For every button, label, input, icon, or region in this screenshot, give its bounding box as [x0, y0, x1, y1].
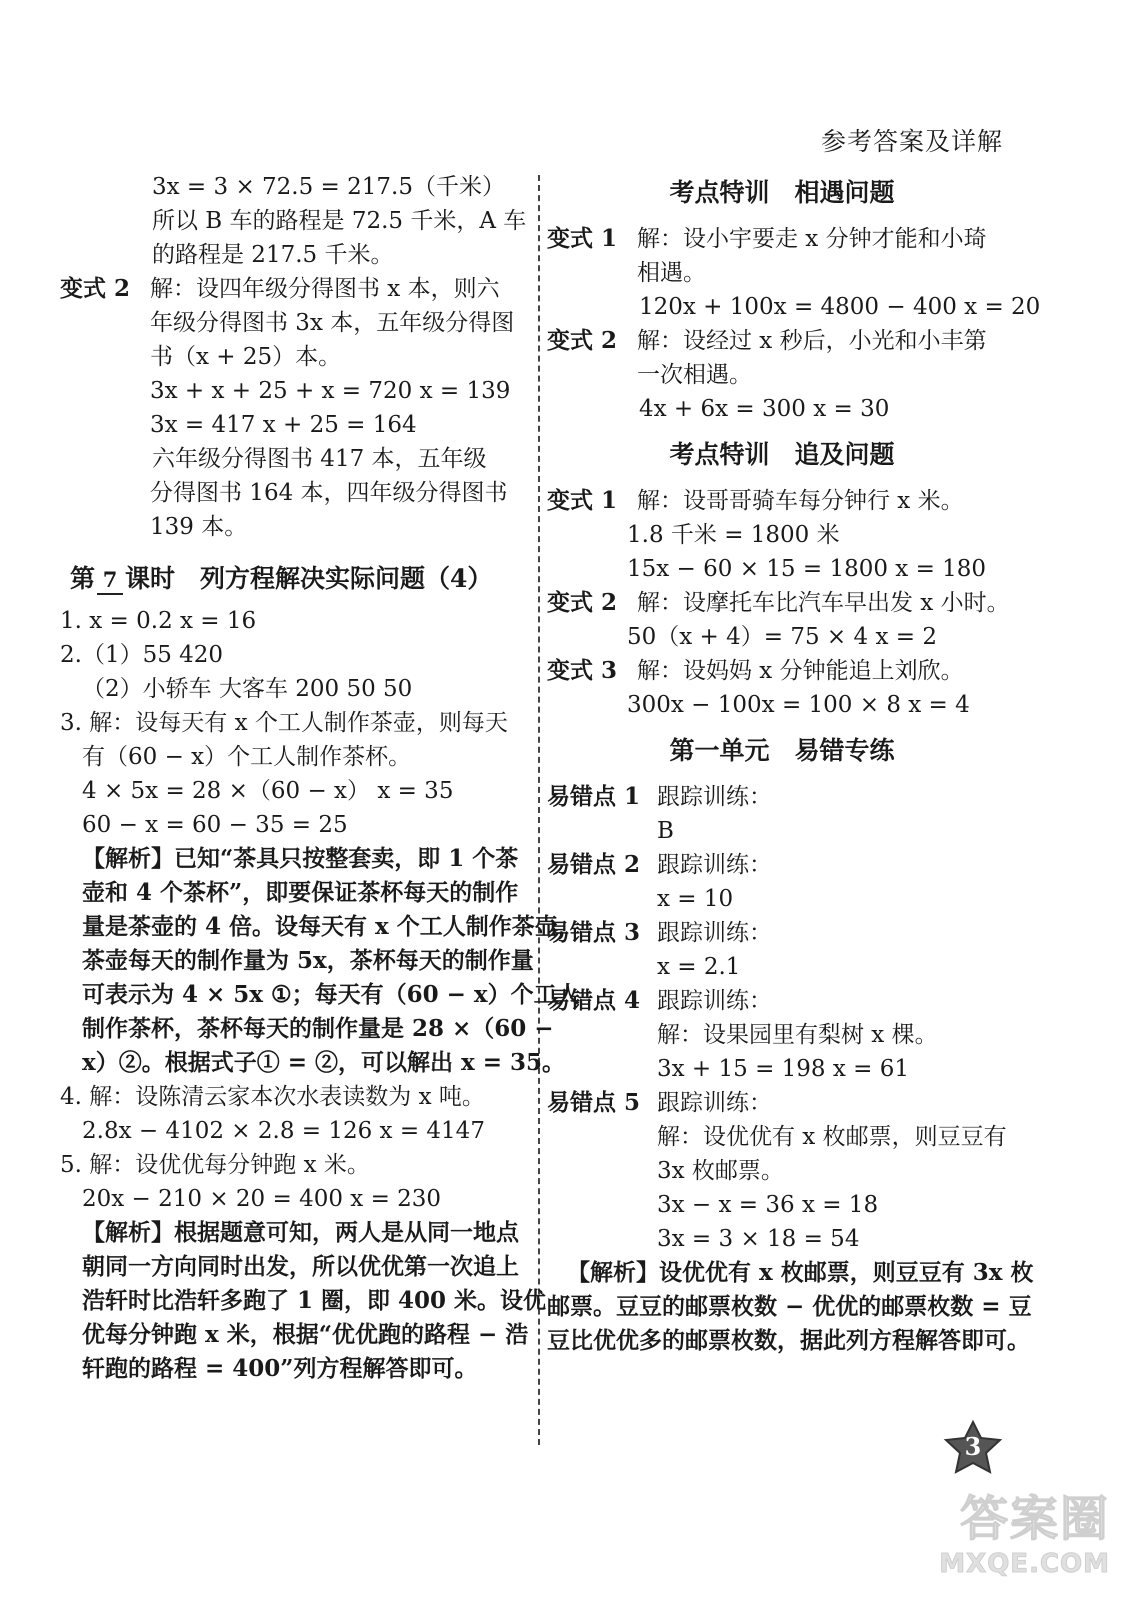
error-label: 易错点 4 [547, 987, 641, 1014]
text-line: 相遇。 [637, 260, 706, 286]
section-heading-errors: 第一单元 易错专练 [669, 736, 895, 765]
column-divider [538, 175, 540, 1445]
variant-line [547, 222, 1017, 256]
variant-label: 变式 1 [547, 487, 618, 514]
variant-line [547, 586, 1017, 620]
text-line: 解：设优优有 x 枚邮票，则豆豆有 [657, 1124, 1007, 1150]
section-heading-chase: 考点特训 追及问题 [669, 440, 895, 469]
error-label: 易错点 5 [547, 1089, 641, 1116]
answer-line: 2.（1）55 420 [60, 642, 224, 668]
variant-label: 变式 3 [547, 657, 618, 684]
equation-line: 300x − 100x = 100 × 8 x = 4 [627, 692, 970, 718]
analysis-line: 【解析】已知“茶具只按整套卖，即 1 个茶 [82, 845, 519, 872]
analysis-line: 豆比优优多的邮票枚数，据此列方程解答即可。 [547, 1327, 1030, 1354]
text-line: 分得图书 164 本，四年级分得图书 [150, 480, 508, 506]
section-heading-meeting: 考点特训 相遇问题 [669, 178, 895, 207]
answer-line: 3. 解：设每天有 x 个工人制作茶壶，则每天 [60, 710, 508, 736]
right-column [547, 170, 1041, 1358]
equation-line: 60 − x = 60 − 35 = 25 [82, 812, 348, 838]
analysis-line: 量是茶壶的 4 倍。设每天有 x 个工人制作茶壶， [82, 913, 581, 940]
error-point-4 [547, 984, 1017, 1018]
error-point-2 [547, 848, 1017, 882]
text-line: 解：设果园里有梨树 x 棵。 [657, 1022, 938, 1048]
analysis-line: 轩跑的路程 = 400”列方程解答即可。 [82, 1355, 478, 1382]
text-line: 3x = 3 × 72.5 = 217.5（千米） [152, 174, 505, 200]
watermark-top: 答案圈 [959, 1491, 1110, 1547]
analysis-line: 茶壶每天的制作量为 5x，茶杯每天的制作量 [82, 947, 534, 974]
variant-line [547, 654, 1017, 688]
error-point-3 [547, 916, 1017, 950]
equation-line: 2.8x − 4102 × 2.8 = 126 x = 4147 [82, 1118, 485, 1144]
answer-line: 4. 解：设陈清云家本次水表读数为 x 吨。 [60, 1084, 485, 1110]
analysis-line: 邮票。豆豆的邮票枚数 − 优优的邮票枚数 = 豆 [547, 1293, 1032, 1320]
text-line: 的路程是 217.5 千米。 [152, 242, 394, 268]
text-line: 跟踪训练： [657, 1090, 772, 1116]
text-line: 1.8 千米 = 1800 米 [627, 522, 840, 548]
left-column [60, 170, 581, 1386]
variant-line [547, 324, 1017, 358]
text-line: 跟踪训练： [657, 852, 772, 878]
lesson-pre: 第 [70, 564, 96, 593]
analysis-line: 可表示为 4 × 5x ①；每天有（60 − x）个工人 [82, 981, 580, 1008]
watermark-logo [920, 1480, 1110, 1590]
analysis-line: 朝同一方向同时出发，所以优优第一次追上 [82, 1253, 519, 1280]
lesson-title: 课时 列方程解决实际问题（4） [125, 564, 493, 593]
text-line: 解：设四年级分得图书 x 本，则六 [150, 276, 500, 302]
text-line: 跟踪训练： [657, 988, 772, 1014]
text-line: 解：设哥哥骑车每分钟行 x 米。 [637, 488, 964, 514]
lesson-number: 7 [97, 567, 123, 595]
text-line: B [657, 818, 674, 844]
analysis-line: 壶和 4 个茶杯”，即要保证茶杯每天的制作 [82, 879, 519, 906]
equation-line: 4 × 5x = 28 ×（60 − x） x = 35 [82, 778, 454, 804]
analysis-line: 【解析】根据题意可知，两人是从同一地点 [82, 1219, 519, 1246]
error-label: 易错点 1 [547, 783, 641, 810]
equation-line: 3x = 3 × 18 = 54 [657, 1226, 860, 1252]
equation-line: 50（x + 4）= 75 × 4 x = 2 [627, 624, 937, 650]
analysis-line: x）②。根据式子① = ②，可以解出 x = 35。 [82, 1049, 566, 1076]
equation-line: 15x − 60 × 15 = 1800 x = 180 [627, 556, 987, 582]
variant-2-first [60, 272, 522, 306]
text-line: 跟踪训练： [657, 784, 772, 810]
answer-line: 1. x = 0.2 x = 16 [60, 608, 257, 634]
analysis-line: 浩轩时比浩轩多跑了 1 圈，即 400 米。设优 [82, 1287, 547, 1314]
text-line: 书（x + 25）本。 [150, 344, 342, 370]
text-line: 3x 枚邮票。 [657, 1158, 784, 1184]
analysis-line: 优每分钟跑 x 米，根据“优优跑的路程 − 浩 [82, 1321, 529, 1348]
text-line: 一次相遇。 [637, 362, 752, 388]
error-label: 易错点 2 [547, 851, 641, 878]
variant-label: 变式 2 [547, 589, 618, 616]
equation-line: x = 10 [657, 886, 734, 912]
text-line: 跟踪训练： [657, 920, 772, 946]
text-line: 139 本。 [150, 514, 248, 540]
error-point-1 [547, 780, 1017, 814]
answer-line: 5. 解：设优优每分钟跑 x 米。 [60, 1152, 370, 1178]
error-label: 易错点 3 [547, 919, 641, 946]
answer-line: 有（60 − x）个工人制作茶杯。 [82, 744, 412, 770]
text-line: 所以 B 车的路程是 72.5 千米，A 车 [152, 208, 527, 234]
text-line: 解：设摩托车比汽车早出发 x 小时。 [637, 590, 1010, 616]
lesson-heading [60, 554, 522, 604]
watermark-bottom: MXQE.COM [939, 1549, 1110, 1579]
variant-label: 变式 2 [547, 327, 618, 354]
variant-label: 变式 1 [547, 225, 618, 252]
answer-line: （2）小轿车 大客车 200 50 50 [82, 676, 413, 702]
equation-line: 120x + 100x = 4800 − 400 x = 20 [639, 294, 1041, 320]
page-number-badge [938, 1418, 1008, 1478]
equation-line: 3x = 417 x + 25 = 164 [150, 412, 417, 438]
text-line: 解：设经过 x 秒后，小光和小丰第 [637, 328, 987, 354]
text-line: 六年级分得图书 417 本，五年级 [152, 446, 487, 472]
text-line: 年级分得图书 3x 本，五年级分得图 [150, 310, 515, 336]
error-point-5 [547, 1086, 1017, 1120]
equation-line: 3x − x = 36 x = 18 [657, 1192, 879, 1218]
variant-label: 变式 2 [60, 275, 131, 302]
equation-line: 3x + x + 25 + x = 720 x = 139 [150, 378, 511, 404]
analysis-line: 【解析】设优优有 x 枚邮票，则豆豆有 3x 枚 [567, 1259, 1034, 1286]
page-number: 3 [964, 1432, 982, 1461]
variant-line [547, 484, 1017, 518]
equation-line: 4x + 6x = 300 x = 30 [639, 396, 890, 422]
equation-line: x = 2.1 [657, 954, 741, 980]
text-line: 解：设妈妈 x 分钟能追上刘欣。 [637, 658, 964, 684]
page-header-title: 参考答案及详解 [820, 127, 1003, 156]
text-line: 解：设小宇要走 x 分钟才能和小琦 [637, 226, 987, 252]
equation-line: 3x + 15 = 198 x = 61 [657, 1056, 910, 1082]
analysis-line: 制作茶杯，茶杯每天的制作量是 28 ×（60 − [82, 1015, 554, 1042]
equation-line: 20x − 210 × 20 = 400 x = 230 [82, 1186, 442, 1212]
